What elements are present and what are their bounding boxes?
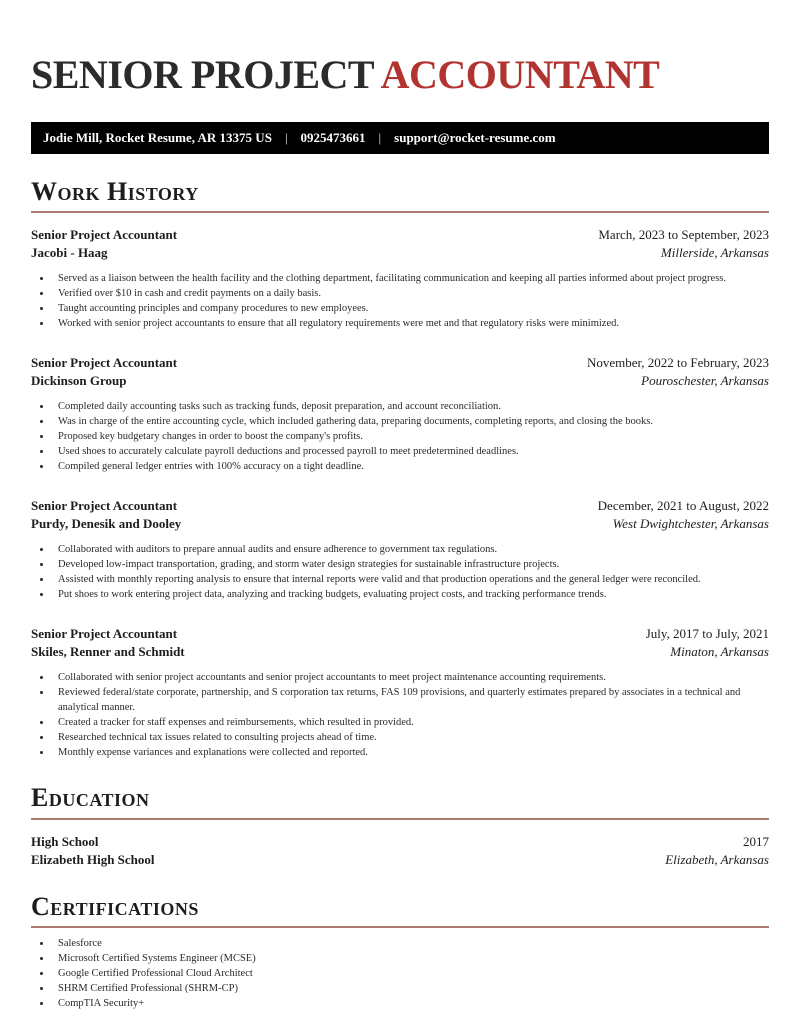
work-history-entries	[31, 226, 769, 760]
bullet-item: • Created a tracker for staff expenses and reimbursements, which resulted in provided.	[52, 715, 769, 730]
job-title: Senior Project Accountant	[31, 626, 178, 642]
bullet-item: • Proposed key budgetary changes in order to boost the company's profits.	[52, 429, 769, 444]
job-header-row	[31, 226, 769, 244]
job-bullets	[31, 399, 769, 474]
job-subheader-row	[31, 372, 769, 390]
job-header-row	[31, 497, 769, 515]
job-location: Minaton, Arkansas	[670, 644, 769, 660]
bullet-item: • Taught accounting principles and company procedures to new employees.	[52, 301, 769, 316]
school-location: Elizabeth, Arkansas	[665, 851, 769, 867]
certification-item: • Google Certified Professional Cloud Architect	[52, 966, 769, 981]
job-subheader-row	[31, 515, 769, 533]
bullet-item: • Worked with senior project accountants to ensure that all regulatory requirements were met and that regulatory risks were minimized.	[52, 316, 769, 331]
contact-phone: 0925473661	[300, 129, 366, 145]
job-dates: March, 2023 to September, 2023	[598, 227, 769, 243]
contact-separator: |	[284, 129, 288, 145]
job-title: Senior Project Accountant	[31, 355, 178, 371]
bullet-item: • Completed daily accounting tasks such as tracking funds, deposit preparation, and account reconciliation.	[52, 399, 769, 414]
job-location: West Dwightchester, Arkansas	[612, 516, 769, 532]
education-header-row	[31, 833, 769, 851]
bullet-item: • Verified over $10 in cash and credit payments on a daily basis.	[52, 286, 769, 301]
contact-bar	[31, 122, 769, 154]
job-bullets	[31, 271, 769, 331]
job-company: Skiles, Renner and Schmidt	[31, 644, 185, 660]
job-entry	[31, 625, 769, 760]
bullet-item: • Assisted with monthly reporting analysis to ensure that internal reports were valid and that production operations and the general ledger were reconciled.	[52, 572, 769, 587]
section-work-history	[31, 178, 769, 761]
contact-address: Jodie Mill, Rocket Resume, AR 13375 US	[43, 129, 272, 145]
job-dates: November, 2022 to February, 2023	[586, 355, 769, 371]
bullet-item: • Reviewed federal/state corporate, partnership, and S corporation tax returns, FAS 109 provisions, and quarterly estimates prepared by associates in a technical and analytical manner.	[52, 685, 769, 715]
education-heading: Education	[31, 784, 769, 820]
education-subheader-row	[31, 851, 769, 869]
bullet-item: • Researched technical tax issues related to consulting projects ahead of time.	[52, 730, 769, 745]
job-title: Senior Project Accountant	[31, 227, 178, 243]
education-entries	[31, 833, 769, 869]
certification-item: • Microsoft Certified Systems Engineer (MCSE)	[52, 951, 769, 966]
certification-item: • Salesforce	[52, 936, 769, 951]
contact-email: support@rocket-resume.com	[394, 129, 556, 145]
bullet-item: • Compiled general ledger entries with 100% accuracy on a tight deadline.	[52, 459, 769, 474]
job-title: Senior Project Accountant	[31, 498, 178, 514]
job-location: Pouroschester, Arkansas	[641, 373, 769, 389]
certifications-heading: Certifications	[31, 893, 769, 929]
contact-separator: |	[378, 129, 382, 145]
job-header-row	[31, 625, 769, 643]
job-bullets	[31, 670, 769, 760]
job-subheader-row	[31, 643, 769, 661]
school-name: Elizabeth High School	[31, 851, 155, 867]
title-primary: SENIOR PROJECT	[31, 51, 381, 97]
job-entry	[31, 497, 769, 602]
bullet-item: • Monthly expense variances and explanations were collected and reported.	[52, 745, 769, 760]
job-entry	[31, 226, 769, 331]
job-bullets	[31, 542, 769, 602]
bullet-item: • Served as a liaison between the health facility and the clothing department, facilitating communication and keeping all parties informed about project progress.	[52, 271, 769, 286]
job-header-row	[31, 354, 769, 372]
job-company: Purdy, Denesik and Dooley	[31, 516, 182, 532]
job-company: Dickinson Group	[31, 373, 127, 389]
section-certifications	[31, 893, 769, 1012]
certifications-list	[31, 936, 769, 1011]
education-entry	[31, 833, 769, 869]
bullet-item: • Developed low-impact transportation, grading, and storm water design strategies for sustainable infrastructure projects.	[52, 557, 769, 572]
bullet-item: • Collaborated with senior project accountants and senior project accountants to meet project maintenance accounting requirements.	[52, 670, 769, 685]
bullet-item: • Put shoes to work entering project data, analyzing and tracking budgets, evaluating project costs, and tracking performance trends.	[52, 587, 769, 602]
job-location: Millerside, Arkansas	[660, 245, 769, 261]
bullet-item: • Used shoes to accurately calculate payroll deductions and processed payroll to meet predetermined deadlines.	[52, 444, 769, 459]
job-dates: December, 2021 to August, 2022	[597, 498, 769, 514]
job-subheader-row	[31, 244, 769, 262]
bullet-item: • Was in charge of the entire accounting cycle, which included gathering data, preparing documents, completing reports, and closing the books.	[52, 414, 769, 429]
bullet-item: • Collaborated with auditors to prepare annual audits and ensure adherence to government tax regulations.	[52, 542, 769, 557]
work-history-heading: Work History	[31, 178, 769, 214]
title-accent: ACCOUNTANT	[380, 51, 660, 97]
job-dates: July, 2017 to July, 2021	[645, 626, 769, 642]
job-entry	[31, 354, 769, 474]
certification-item: • CompTIA Security+	[52, 996, 769, 1011]
graduation-year: 2017	[743, 833, 769, 849]
certification-item: • SHRM Certified Professional (SHRM-CP)	[52, 981, 769, 996]
section-education	[31, 784, 769, 869]
job-company: Jacobi - Haag	[31, 245, 108, 261]
page-title	[31, 51, 769, 97]
degree-name: High School	[31, 833, 99, 849]
